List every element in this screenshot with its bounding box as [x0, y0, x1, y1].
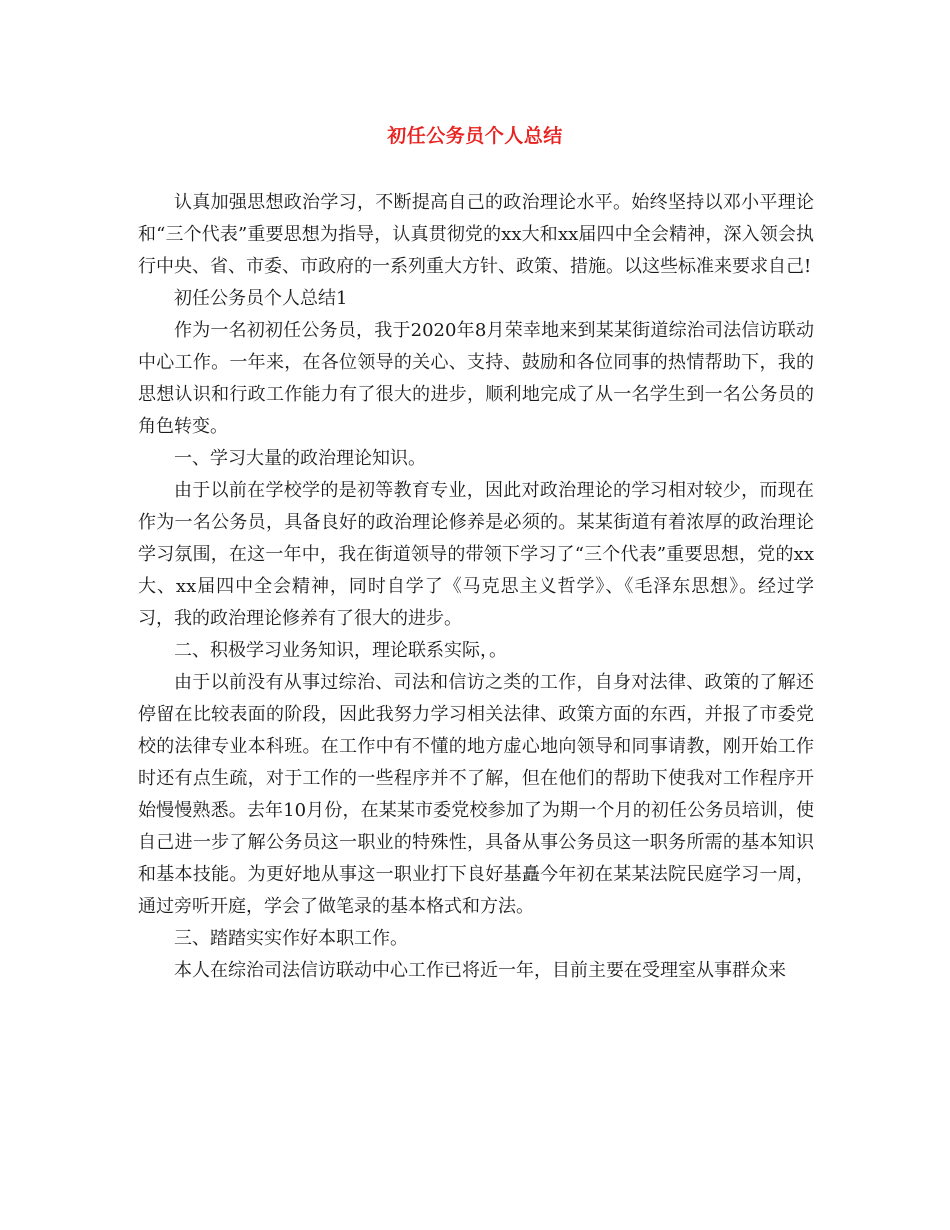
paragraph-section-1: 由于以前在学校学的是初等教育专业，因此对政治理论的学习相对较少，而现在作为一名公务员，具备良好的政治理论修养是必须的。某某街道有着浓厚的政治理论学习氛围，在这一年中，我在街道领导的带领下学习了“三个代表”重要思想，党的xx大、xx届四中全会精神，同时自学了《马克思主义哲学》、《毛泽东思想》。经过学习，我的政治理论修养有了很大的进步。	[138, 480, 814, 629]
document-body	[138, 187, 814, 987]
paragraph-overview: 作为一名初初任公务员，我于2020年8月荣幸地来到某某街道综治司法信访联动中心工作。一年来，在各位领导的关心、支持、鼓励和各位同事的热情帮助下，我的思想认识和行政工作能力有了很大的进步，顺利地完成了从一名学生到一名公务员的角色转变。	[138, 320, 814, 437]
section-heading-2: 二、积极学习业务知识，理论联系实际，。	[174, 640, 507, 661]
paragraph-subtitle: 初任公务员个人总结1	[174, 288, 348, 309]
document-title: 初任公务员个人总结	[387, 125, 563, 147]
section-heading-1: 一、学习大量的政治理论知识。	[174, 448, 426, 469]
paragraph-intro: 认真加强思想政治学习，不断提高自己的政治理论水平。始终坚持以邓小平理论和“三个代表”重要思想为指导，认真贯彻党的xx大和xx届四中全会精神，深入领会执行中央、省、市委、市政府的一系列重大方针、政策、措施。以这些标准来要求自己!	[138, 192, 814, 277]
paragraph-section-3: 本人在综治司法信访联动中心工作已将近一年，目前主要在受理室从事群众来	[174, 960, 786, 981]
section-heading-3: 三、踏踏实实作好本职工作。	[174, 928, 408, 949]
paragraph-section-2: 由于以前没有从事过综治、司法和信访之类的工作，自身对法律、政策的了解还停留在比较表面的阶段，因此我努力学习相关法律、政策方面的东西，并报了市委党校的法律专业本科班。在工作中有不懂的地方虚心地向领导和同事请教，刚开始工作时还有点生疏，对于工作的一些程序并不了解，但在他们的帮助下使我对工作程序开始慢慢熟悉。去年10月份，在某某市委党校参加了为期一个月的初任公务员培训，使自己进一步了解公务员这一职业的特殊性，具备从事公务员这一职务所需的基本知识和基本技能。为更好地从事这一职业打下良好基矗今年初在某某法院民庭学习一周，通过旁听开庭，学会了做笔录的基本格式和方法。	[138, 672, 814, 917]
